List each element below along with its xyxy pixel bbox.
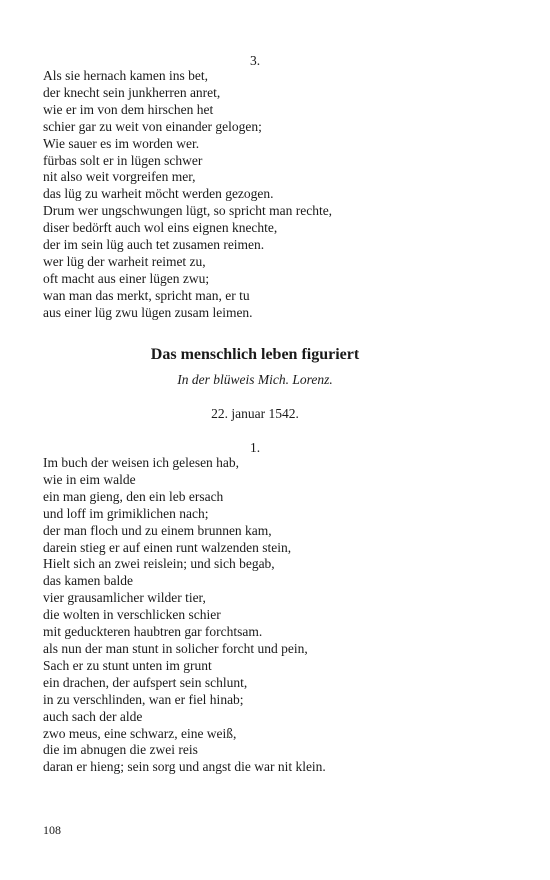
verse-line: aus einer lüg zwu lügen zusam leimen. [43, 304, 253, 320]
verse-line: in zu verschlinden, wan er fiel hinab; [43, 691, 244, 707]
verse-line: daran er hieng; sein sorg und angst die war nit klein. [43, 759, 326, 775]
verse-line: das kamen balde [43, 573, 133, 589]
verse-line: als nun der man stunt in solicher forcht und pein, [43, 640, 308, 656]
verse-line: Sach er zu stunt unten im grunt [43, 657, 212, 673]
stanza-lines [43, 455, 513, 776]
poem-title: Das menschlich leben figuriert [150, 346, 360, 363]
verse-line: Hielt sich an zwei reislein; und sich begab, [43, 556, 275, 572]
verse-line: wie er im von dem hirschen het [43, 101, 214, 117]
poem-melody: In der blüweis Mich. Lorenz. [177, 372, 333, 387]
verse-line: ein drachen, der aufspert sein schlunt, [43, 674, 248, 690]
verse-line: die im abnugen die zwei reis [43, 742, 198, 758]
verse-line: vier grausamlicher wilder tier, [43, 590, 206, 606]
verse-line: die wolten in verschlicken schier [43, 607, 221, 623]
verse-line: Drum wer ungschwungen lügt, so spricht man rechte, [43, 203, 333, 219]
verse-line: Im buch der weisen ich gelesen hab, [43, 455, 240, 470]
verse-line: Als sie hernach kamen ins bet, [43, 68, 208, 83]
verse-line: oft macht aus einer lügen zwu; [43, 270, 210, 286]
verse-line: wer lüg der warheit reimet zu, [43, 253, 206, 269]
page-number: 108 [43, 823, 61, 837]
verse-line: auch sach der alde [43, 708, 143, 724]
verse-line: und loff im grimiklichen nach; [43, 505, 209, 521]
verse-line: der man floch und zu einem brunnen kam, [43, 522, 272, 538]
poem-date: 22. januar 1542. [211, 406, 299, 421]
previous-stanza-number: 3. [249, 53, 261, 68]
verse-line: ein man gieng, den ein leb ersach [43, 488, 224, 504]
verse-line: Wie sauer es im worden wer. [43, 135, 200, 151]
verse-line: der im sein lüg auch tet zusamen reimen. [43, 237, 265, 253]
verse-line: schier gar zu weit von einander gelogen; [43, 118, 262, 134]
verse-line: diser bedörft auch wol eins eignen knechte, [43, 220, 278, 236]
verse-line: wie in eim walde [43, 471, 136, 487]
verse-line: fürbas solt er in lügen schwer [43, 152, 203, 168]
previous-stanza-lines [43, 68, 513, 322]
verse-line: zwo meus, eine schwarz, eine weiß, [43, 725, 237, 741]
verse-line: nit also weit vorgreifen mer, [43, 169, 196, 185]
stanza-number: 1. [249, 440, 261, 455]
verse-line: mit geduckteren haubtren gar forchtsam. [43, 624, 263, 640]
verse-line: darein stieg er auf einen runt walzenden stein, [43, 539, 292, 555]
verse-line: wan man das merkt, spricht man, er tu [43, 287, 250, 303]
verse-line: der knecht sein junkherren anret, [43, 84, 221, 100]
verse-line: das lüg zu warheit möcht werden gezogen. [43, 186, 274, 202]
